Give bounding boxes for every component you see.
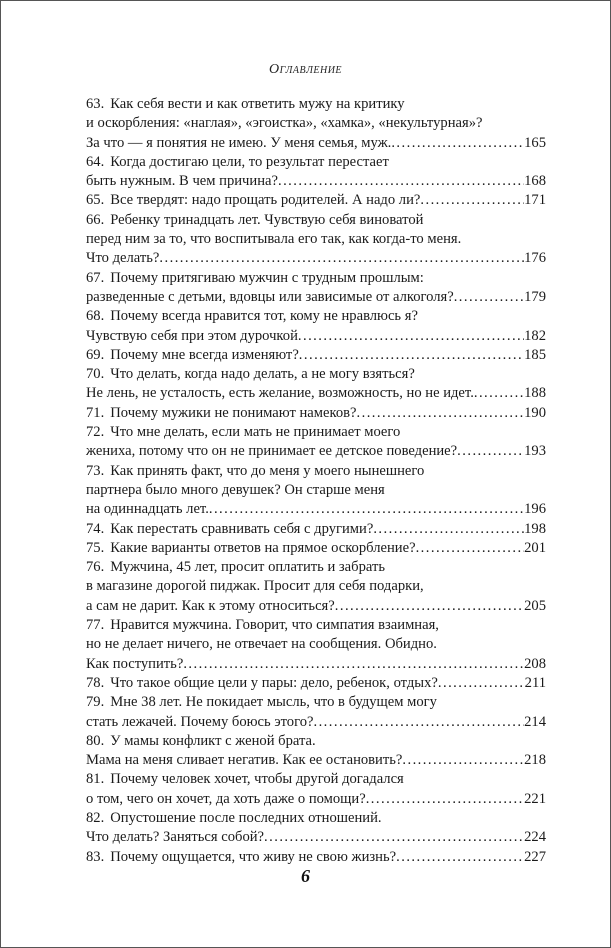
toc-entry-line [86, 713, 546, 732]
entry-number: 71. [86, 404, 105, 421]
entry-page-number: 205 [524, 597, 546, 614]
entry-title-text: жениха, потому что он не принимает ее детское поведение? [86, 443, 458, 460]
toc-entry-line [86, 230, 546, 249]
entry-number: 69. [86, 346, 105, 363]
entry-page-number: 224 [524, 829, 546, 846]
table-of-contents [86, 95, 546, 867]
dot-leader [366, 790, 524, 809]
entry-page-number: 208 [524, 655, 546, 672]
entry-title-text: Как перестать сравнивать себя с другими? [110, 520, 374, 537]
toc-entry[interactable] [86, 732, 546, 771]
entry-page-number: 171 [524, 192, 546, 209]
entry-page-number: 227 [524, 848, 546, 865]
dot-leader [416, 539, 525, 558]
toc-entry-line [86, 172, 546, 191]
entry-title-text: У мамы конфликт с женой брата. [110, 732, 316, 749]
entry-number: 82. [86, 809, 105, 826]
entry-title-text: Почему человек хочет, чтобы другой догадался [110, 771, 404, 788]
entry-title-text: Почему ощущается, что живу не свою жизнь? [110, 848, 397, 865]
entry-number: 67. [86, 269, 105, 286]
entry-title-text: в магазине дорогой пиджак. Просит для себя подарки, [86, 578, 424, 595]
entry-number: 63. [86, 96, 105, 112]
entry-number: 65. [86, 192, 105, 209]
dot-leader [454, 288, 524, 307]
entry-title-text: Почему мне всегда изменяют? [110, 346, 299, 363]
entry-page-number: 168 [524, 173, 546, 190]
dot-leader [278, 172, 524, 191]
toc-entry-line [86, 114, 546, 133]
toc-entry-line [86, 674, 546, 693]
entry-number: 80. [86, 732, 105, 749]
toc-entry-line [86, 732, 546, 751]
toc-entry-line [86, 384, 546, 403]
entry-title-text: Как поступить? [86, 655, 184, 672]
toc-entry-line [86, 365, 546, 384]
entry-number: 78. [86, 674, 105, 691]
entry-title-text: Что делать? Заняться собой? [86, 829, 265, 846]
dot-leader [438, 674, 525, 693]
entry-title-text: Опустошение после последних отношений. [110, 809, 382, 826]
toc-entry-line [86, 539, 546, 558]
toc-entry[interactable] [86, 191, 546, 210]
toc-entry-line [86, 809, 546, 828]
dot-leader [264, 828, 524, 847]
dot-leader [396, 848, 524, 867]
toc-entry-line [86, 346, 546, 365]
toc-entry[interactable] [86, 616, 546, 674]
entry-page-number: 218 [524, 752, 546, 769]
toc-entry[interactable] [86, 809, 546, 848]
entry-title-text: разведенные с детьми, вдовцы или зависимые от алкоголя? [86, 288, 454, 305]
dot-leader [299, 346, 524, 365]
toc-entry-line [86, 95, 546, 114]
entry-page-number: 185 [524, 346, 546, 363]
entry-number: 83. [86, 848, 105, 865]
entry-page-number: 179 [524, 288, 546, 305]
entry-title-text: Как принять факт, что до меня у моего нынешнего [110, 462, 425, 479]
entry-page-number: 165 [524, 134, 546, 151]
dot-leader [335, 597, 524, 616]
entry-page-number: 176 [524, 250, 546, 267]
dot-leader [391, 134, 524, 153]
entry-title-text: на одиннадцать лет. [86, 501, 209, 518]
toc-entry[interactable] [86, 346, 546, 365]
toc-entry-line [86, 828, 546, 847]
entry-title-text: перед ним за то, что воспитывала его так, как когда-то меня. [86, 231, 462, 248]
toc-entry[interactable] [86, 520, 546, 539]
toc-entry-line [86, 751, 546, 770]
entry-title-text: За что — я понятия не имею. У меня семья, муж. [86, 134, 392, 151]
entry-number: 81. [86, 771, 105, 788]
entry-page-number: 196 [524, 501, 546, 518]
toc-entry-line [86, 134, 546, 153]
entry-title-text: стать лежачей. Почему боюсь этого? [86, 713, 314, 730]
entry-title-text: Почему притягиваю мужчин с трудным прошлым: [110, 269, 424, 286]
toc-entry-line [86, 500, 546, 519]
entry-page-number: 188 [524, 385, 546, 402]
toc-entry-line [86, 558, 546, 577]
toc-entry-line [86, 288, 546, 307]
dot-leader [298, 327, 524, 346]
toc-entry-line [86, 481, 546, 500]
entry-title-text: Чувствую себя при этом дурочкой [86, 327, 298, 344]
entry-page-number: 201 [524, 539, 546, 556]
toc-entry-line [86, 307, 546, 326]
entry-title-text: Что мне делать, если мать не принимает моего [110, 424, 401, 441]
entry-page-number: 193 [524, 443, 546, 460]
entry-page-number: 182 [524, 327, 546, 344]
entry-title-text: Что делать? [86, 250, 160, 267]
toc-entry[interactable] [86, 153, 546, 192]
dot-leader [474, 384, 524, 403]
toc-entry-line [86, 848, 546, 867]
toc-entry-line [86, 423, 546, 442]
toc-entry-line [86, 520, 546, 539]
toc-entry[interactable] [86, 423, 546, 462]
entry-page-number: 214 [524, 713, 546, 730]
entry-number: 64. [86, 153, 105, 170]
toc-entry[interactable] [86, 211, 546, 269]
dot-leader [159, 249, 524, 268]
toc-entry-line [86, 442, 546, 461]
toc-entry-line [86, 655, 546, 674]
entry-title-text: о том, чего он хочет, да хоть даже о помощи? [86, 790, 366, 807]
entry-number: 79. [86, 694, 105, 711]
dot-leader [457, 442, 524, 461]
toc-entry-line [86, 327, 546, 346]
entry-number: 68. [86, 308, 105, 325]
dot-leader [373, 520, 524, 539]
entry-title-text: быть нужным. В чем причина? [86, 173, 278, 190]
dot-leader [183, 655, 524, 674]
toc-entry-line [86, 635, 546, 654]
toc-entry-line [86, 693, 546, 712]
toc-entry[interactable] [86, 539, 546, 558]
entry-title-text: Какие варианты ответов на прямое оскорбление? [110, 539, 416, 556]
dot-leader [313, 713, 524, 732]
toc-entry[interactable] [86, 848, 546, 867]
toc-entry-line [86, 249, 546, 268]
entry-title-text: Что делать, когда надо делать, а не могу взяться? [110, 366, 415, 383]
entry-number: 77. [86, 617, 105, 634]
entry-title-text: Мне 38 лет. Не покидает мысль, что в будущем могу [110, 694, 437, 711]
dot-leader [420, 191, 524, 210]
entry-number: 70. [86, 366, 105, 383]
toc-entry[interactable] [86, 404, 546, 423]
toc-entry-line [86, 404, 546, 423]
entry-page-number: 198 [524, 520, 546, 537]
entry-number: 74. [86, 520, 105, 537]
entry-title-text: Мужчина, 45 лет, просит оплатить и забрать [110, 559, 385, 576]
toc-entry-line [86, 616, 546, 635]
entry-title-text: Почему мужики не понимают намеков? [110, 404, 357, 421]
dot-leader [209, 500, 524, 519]
entry-title-text: а сам не дарит. Как к этому относиться? [86, 597, 335, 614]
entry-title-text: партнера было много девушек? Он старше меня [86, 481, 385, 498]
toc-entry[interactable] [86, 693, 546, 732]
toc-entry-line [86, 191, 546, 210]
entry-title-text: Нравится мужчина. Говорит, что симпатия взаимная, [110, 617, 439, 634]
toc-entry-line [86, 462, 546, 481]
entry-number: 76. [86, 559, 105, 576]
toc-entry[interactable] [86, 269, 546, 308]
entry-page-number: 211 [524, 674, 546, 691]
toc-entry[interactable] [86, 95, 546, 153]
toc-entry[interactable] [86, 462, 546, 520]
dot-leader [402, 751, 524, 770]
toc-entry-line [86, 153, 546, 172]
page-number: 6 [301, 866, 310, 886]
entry-title-text: но не делает ничего, не отвечает на сообщения. Обидно. [86, 636, 437, 653]
toc-entry-line [86, 211, 546, 230]
entry-title-text: Не лень, не усталость, есть желание, возможность, но не идет. [86, 385, 474, 402]
toc-entry-line [86, 770, 546, 789]
entry-number: 72. [86, 424, 105, 441]
entry-title-text: Когда достигаю цели, то результат перестает [110, 153, 389, 170]
running-header: Оглавление [268, 62, 343, 77]
entry-number: 75. [86, 539, 105, 556]
entry-number: 66. [86, 211, 105, 228]
toc-entry[interactable] [86, 770, 546, 809]
entry-title-text: Мама на меня сливает негатив. Как ее остановить? [86, 752, 403, 769]
dot-leader [357, 404, 525, 423]
entry-title-text: Все твердят: надо прощать родителей. А надо ли? [110, 192, 421, 209]
entry-number: 73. [86, 462, 105, 479]
toc-entry-line [86, 597, 546, 616]
entry-title-text: Как себя вести и как ответить мужу на критику [110, 96, 405, 112]
entry-page-number: 221 [524, 790, 546, 807]
entry-title-text: и оскорбления: «наглая», «эгоистка», «хамка», «некультурная»? [86, 115, 483, 132]
entry-page-number: 190 [524, 404, 546, 421]
entry-title-text: Ребенку тринадцать лет. Чувствую себя виноватой [110, 211, 424, 228]
toc-entry-line [86, 269, 546, 288]
toc-entry[interactable] [86, 558, 546, 616]
toc-entry[interactable] [86, 674, 546, 693]
toc-entry-line [86, 577, 546, 596]
toc-entry-line [86, 790, 546, 809]
entry-title-text: Почему всегда нравится тот, кому не нравлюсь я? [110, 308, 418, 325]
toc-entry[interactable] [86, 307, 546, 346]
toc-entry[interactable] [86, 365, 546, 404]
entry-title-text: Что такое общие цели у пары: дело, ребенок, отдых? [110, 674, 438, 691]
